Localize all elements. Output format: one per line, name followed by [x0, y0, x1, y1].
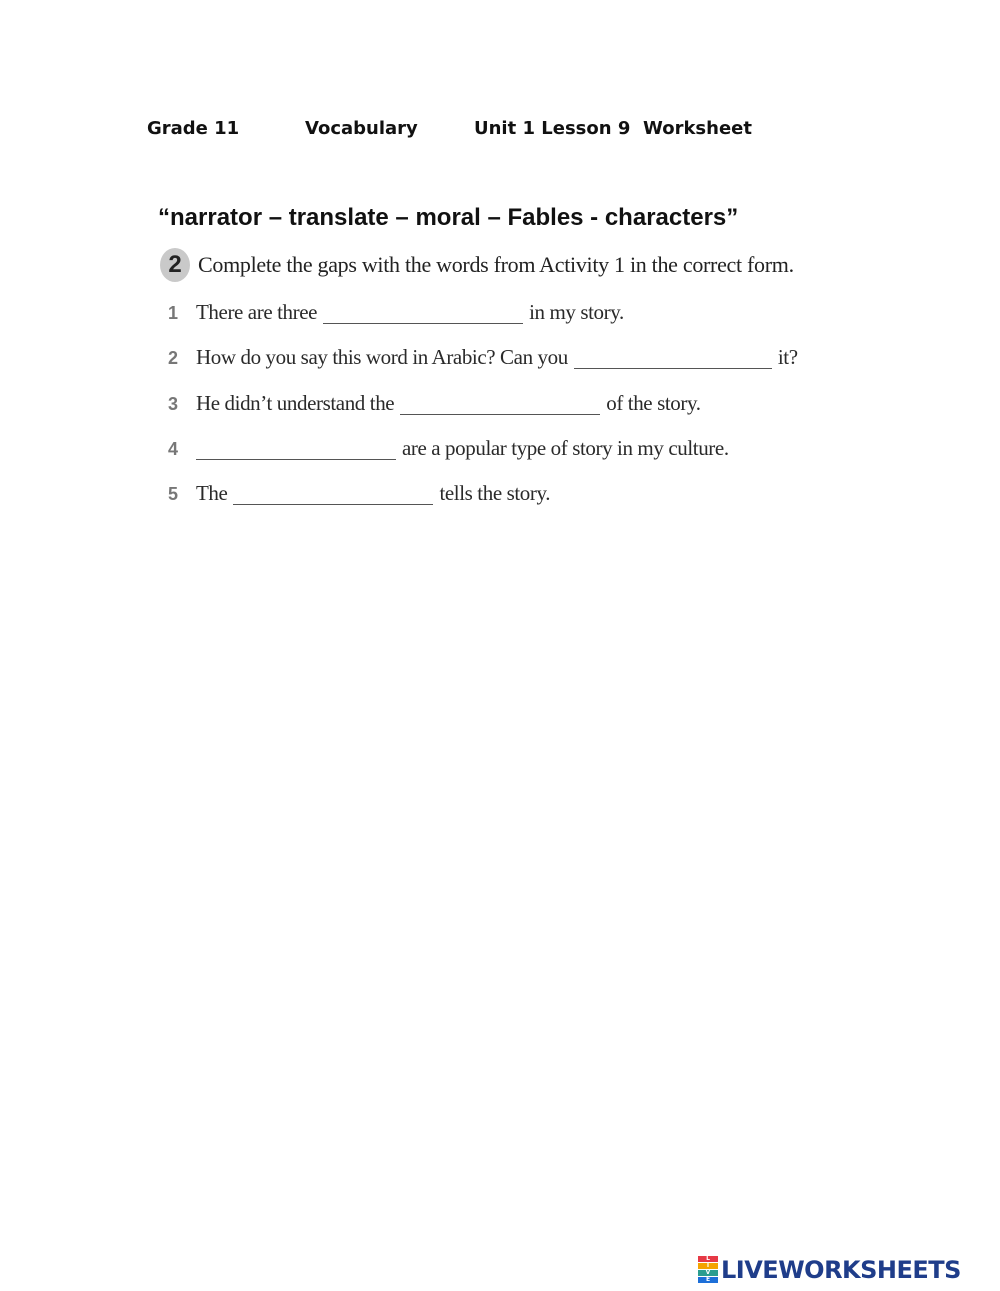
exercise-item-3 — [168, 391, 701, 416]
item-number: 4 — [168, 439, 178, 459]
exercise-item-4 — [168, 436, 729, 461]
item-text-after: tells the story. — [439, 481, 551, 505]
logo-mark-icon — [698, 1256, 718, 1284]
item-number: 5 — [168, 484, 178, 504]
logo-text: LIVEWORKSHEETS — [721, 1256, 961, 1284]
liveworksheets-logo — [698, 1256, 961, 1284]
subject-label: Vocabulary — [305, 118, 418, 139]
exercise-item-5 — [168, 481, 550, 506]
item-text-after: of the story. — [606, 391, 701, 415]
logo-mark-letter: I — [698, 1263, 718, 1269]
logo-mark-letter: L — [698, 1256, 718, 1262]
item-text-before: How do you say this word in Arabic? Can you — [196, 345, 568, 369]
item-number: 1 — [168, 303, 178, 323]
answer-gap-3[interactable] — [400, 396, 600, 415]
item-text-before: He didn’t understand the — [196, 391, 395, 415]
item-text-after: are a popular type of story in my culture. — [402, 436, 729, 460]
answer-gap-2[interactable] — [574, 350, 772, 369]
word-bank: “narrator – translate – moral – Fables - characters” — [158, 204, 739, 231]
item-text-before: The — [196, 481, 228, 505]
lesson-label: Unit 1 Lesson 9 — [474, 118, 631, 139]
task-heading — [160, 248, 794, 282]
item-number: 2 — [168, 348, 178, 368]
answer-gap-4[interactable] — [196, 441, 396, 460]
worksheet-label: Worksheet — [643, 118, 752, 139]
item-text-after: it? — [777, 345, 798, 369]
task-instruction: Complete the gaps with the words from Activity 1 in the correct form. — [198, 252, 794, 277]
grade-label: Grade 11 — [147, 118, 240, 139]
item-number: 3 — [168, 394, 178, 414]
logo-mark-letter: E — [698, 1277, 718, 1283]
exercise-item-2 — [168, 345, 798, 370]
answer-gap-1[interactable] — [323, 305, 523, 324]
answer-gap-5[interactable] — [233, 486, 433, 505]
exercise-item-1 — [168, 300, 624, 325]
item-text-before: There are three — [196, 300, 318, 324]
logo-mark-letter: V — [698, 1270, 718, 1276]
task-number-badge: 2 — [160, 248, 190, 282]
item-text-after: in my story. — [529, 300, 624, 324]
